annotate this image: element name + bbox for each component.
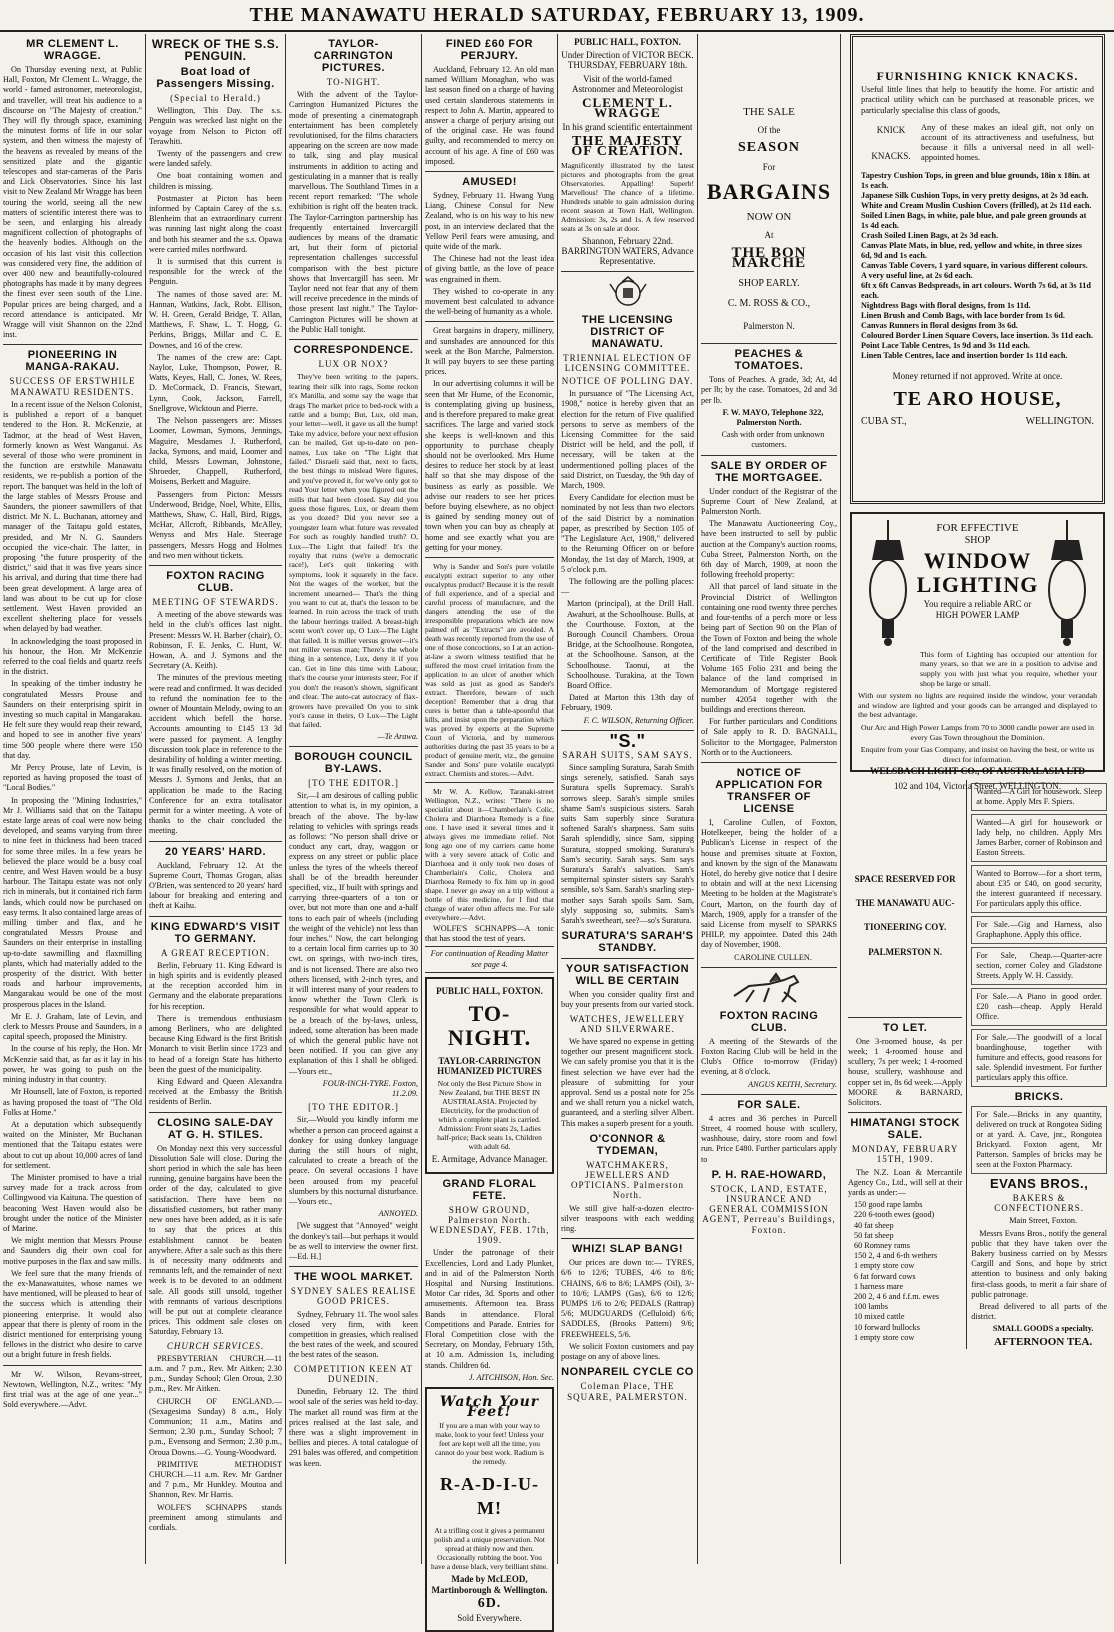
ad-paragraph: We solicit Foxton customers and pay postage on any of above lines. (561, 1341, 694, 1362)
welsbach-lighting-ad (850, 512, 1105, 791)
article-paragraph: Mr E. J. Graham, late of Levin, and clerk to Messrs Prouse and Saunders, in a capital speech, proposed the Ministry. (3, 1011, 142, 1042)
column-6 (698, 34, 840, 1564)
ad-paragraph: Messrs Evans Bros., notify the general public that they have taken over the Bakery business carried on by Messrs Cargill and Sons, and hope by strict attention to business and only baking first-class goods, to merit a fair share of public patronage. (971, 1228, 1107, 1299)
divider (425, 557, 554, 558)
article-heading: KING EDWARD'S VISIT TO GERMANY. (150, 920, 281, 945)
article-paragraph: Twenty of the passengers and crew were landed safely. (149, 149, 282, 169)
article-paragraph: PRESBYTERIAN CHURCH.—11 a.m. and 7 p.m., Rev. Mr Aitken; 2.30 p.m., Sunday School; Glen Oroua, 2.30 p.m., Rev. Mr Aitken. (149, 1353, 282, 1394)
stock-item: 50 fat sheep (854, 1230, 894, 1240)
ad-heading: PEACHES & TOMATOES. (734, 348, 804, 373)
ad-line: C. M. ROSS & CO., (727, 297, 811, 309)
column-5 (558, 34, 697, 1564)
column-7 (841, 34, 1114, 1564)
ad-paragraph: All that parcel of land situate in the Provincial District of Wellington containing one rood twenty three perches and four-tenths of a perch more or less being part of Section 90 on the Plan of the Town of Foxton and being the whole of the land comprised and described in Certificate of Title Register Book Volume 165 Folio 231 and being the balance of the land comprised in Memorandum of Mortgage registered number 42054 together with the buildings and erections thereon. (701, 582, 837, 714)
ad-line: THE MANAWATU AUC- (855, 898, 955, 909)
ad-body: Useful little lines that help to beautify the home. For artistic and practical utility which can be purchased at reasonable prices, we particularly specialise this class of goods, (861, 85, 1094, 115)
ad-body: Not only the Best Picture Show in New Zealand, but THE BEST IN AUSTRALASIA. Projected by Electricity, for the production of which a complete plant is carried. Admission: Front seats 2s, Ladies half-price; Back seats 1s, Children with adult 6d. (437, 1079, 542, 1152)
divider (289, 746, 418, 747)
bottom-row (844, 780, 1111, 1349)
notice-paragraph: Every Candidate for election must be nominated by not less than two electors of the said District by a nomination paper, as prescribed by Section 105 of "The Legislature Act, 1908," delivered to the Returning Officer on or before Monday, the 1st day of March, 1909, at 5 o'clock p.m. (561, 493, 694, 574)
column-1 (0, 34, 145, 1564)
editor-note: [We suggest that "Annoyed" weight the donkey's tail—but perhaps it would be as well to interview the owner first.—Ed. H.] (289, 1221, 418, 1262)
ad-paragraph: The N.Z. Loan & Mercantile Agency Co., Ltd., will sell at their yards as under:— (848, 1167, 963, 1198)
article-paragraph: There is tremendous enthusiasm among Berliners, who are delighted because King Edward is the first British Monarch to visit Berlin since 1723 and to head of a foreign State has hitherto been the guest of the municipality. (149, 1013, 282, 1074)
stock-item: 6 fat forward cows (854, 1271, 916, 1281)
article-paragraph: The names of those saved are: M. Hannan, Watkins, Jack, Robt. Ellison, W. H. Green, Gerald Bridge, T. Allan, Matthews, F. Shaw, L. T. Hogg, G. Perkins, Briggs, Millar and C. E. Downes, and 16 of the crew. (149, 289, 282, 350)
ad-heading: SALE BY ORDER OF THE MORTGAGEE. (710, 459, 828, 484)
ad-line: PALMERSTON N. (868, 946, 942, 957)
notice-paragraph: The following are the polling places:— (561, 576, 694, 597)
article-paragraph: In acknowledging the toast proposed in his honour, the Hon. Mr McKenzie referred to the coal fields and quartz reefs in the district. (3, 636, 142, 677)
article-subheading: LUX OR NOX? (318, 359, 389, 370)
article-paragraph: Wellington, This Day. The s.s. Penguin was wrecked last night on the voyage from Nelson to Picton off Terawhiti. (149, 106, 282, 146)
article-subheading: TO-NIGHT. (326, 77, 381, 87)
article-heading: 20 YEARS' HARD. (165, 845, 266, 858)
bon-marche-ad (701, 34, 837, 331)
ad-subheading: MONDAY, FEBRUARY 15TH, 1909. (851, 1144, 959, 1165)
radium-ad (425, 1387, 554, 1632)
ad-heading: YOUR SATISFACTION WILL BE CERTAIN (565, 963, 690, 988)
ad-address: CUBA ST., (861, 415, 907, 427)
notice-subheading: NOTICE OF POLLING DAY. (561, 376, 694, 387)
ad-address: Main Street, Foxton. (1009, 1216, 1077, 1226)
ad-line: TIONEERING COY. (864, 922, 947, 933)
continuation-note: For continuation of Reading Matter see page 4. (425, 946, 554, 972)
ad-paragraph: Since sampling Suratura, Sarah Smith sings serenely, satisfied. Sarah says Suratura spells Supremacy. Sarah's sorrows sleep. Sarah's simple smiles shame Sam's suspicious sisters. Sarah suits Sam superbly since Suratura softened Sarah's sharpness. Sam suits Sarah splendidly, since Sam, sipping Suratura, stopped smoking. Suratura's Sam's security. Sarah says. Sam says Suratura's Sarah's salvation. Sam's sempiternal spinster sisters say Sarah's sensible, so's Sam. Sarah's snarling step-mother says Sarah spoils Sam. Sam, slyly supposing so, submits. Sam's Sarah's sweetheart, see?—so's Suratura. (561, 762, 694, 925)
arc-lamp-icon (858, 520, 918, 650)
article-subheading: [TO THE EDITOR.] (308, 1102, 399, 1113)
article-heading: MR CLEMENT L. WRAGGE. (26, 38, 119, 62)
article-paragraph: The Minister promised to have a trial survey made for a track across from Collingwood via Kaituna. The question of beaconing West Haven would also be brought under the notice of the Minister of Marine. (3, 1172, 142, 1233)
ad-paragraph: When you consider quality first and buy your presents from our varied stock. (561, 990, 695, 1010)
ad-signature: F. W. MAYO, Telephone 322, Palmerston North. (722, 407, 824, 428)
article-paragraph: Mr Percy Prouse, late of Levin, is reported as having proposed the toast of "Local Bodies." (3, 763, 142, 793)
ad-venue: PUBLIC HALL, FOXTON. (436, 985, 543, 996)
divider (289, 339, 418, 340)
column-2 (146, 34, 285, 1564)
signature: J. AITCHISON, Hon. Sec. (468, 1372, 554, 1382)
article-subheading: MEETING OF STEWARDS. (152, 596, 279, 607)
divider (848, 1112, 962, 1113)
article-heading: CLOSING SALE-DAY AT G. H. STILES. (157, 1116, 274, 1141)
advertisement-paragraph: WOLFE'S SCHNAPPS—A tonic that has stood the test of years. (425, 923, 554, 944)
stock-list (848, 1200, 962, 1343)
ad-heading: P. H. RAE-HOWARD, (711, 1168, 827, 1181)
poem: They've been writing to the papers, tearing their silk into rags, Some reckon it's Manilla, and some say the wage that drags The market price to bed-rock with a rattle and a bump; But, Lux, old man, your letter—well, it gave us all the hump! Take my advice, before your next effusion can be mailed, Get up-to-date on pen-names, Lux take on "The Light that failed." Disraeli said that, next to facts, the best things to mislead Were figures, and you've proved it, for we've only got to read Your letter when you figured out the mills that had been closed. Say did you guess those figures, Lux, or dream them as you dozed? Did you never see a youngster learn what future was revealed For such as roughly handled truth? O, Lux—The Light that failed! It's the royalty that ruins (we're a democratic race!), Let's quit tinkering with symptoms, look it squarely in the face. Not the wages of the worker, but the increment unearned— That's the thing you want to cut at, that's the lesson to be learned. In ruin across the track of truth the labour herrings trailed. A breast-high scent won't cover up, O Lux—The Light that failed. It is miller versus grower—it's not miller versus man; There's the whole thing in a sentence, Lux, deny it if you can. Get in line this time with Labour, that's the course your interests steer, For if you don't the reason's shown, significant and clear. The auto-cat autocracy of flax-growers have prevailed On you to sink you's cause in theirs, O Lux—The Light that failed. (289, 372, 418, 730)
article-heading: Boat load of Passengers Missing. (156, 66, 275, 90)
notice-heading: NOTICE OF APPLICATION FOR TRANSFER OF LICENSE (715, 766, 823, 815)
article-paragraph: Under the patronage of their Excellencies, Lord and Lady Plunket, and in aid of the Palmerston North Hospital and Nursing Institutions. Motor Car rides, 3d. Sports and other amusements. Afternoon tea. Brass Bands in attendance. Floral Competitions and Parade. Entries for Floral Competition close with the Secretary, on Monday, February 15th, at 10 a.m. Admission 1s, including stands. Children 6d. (425, 1248, 554, 1370)
ad-subheading: WATCHES, JEWELLERY AND SILVERWARE. (569, 1013, 686, 1034)
signature: CAROLINE CULLEN. (734, 952, 812, 962)
ad-item: Nightdress Bags with floral designs, from 1s 11d. (861, 300, 1031, 310)
signature: FOUR-INCH-TYRE. Foxton, 11.2.09. (322, 1078, 418, 1099)
ad-address: 102 and 104, Victoria Street, WELLINGTON. (894, 780, 1061, 791)
ad-address: WELLINGTON. (1025, 415, 1094, 427)
ad-company: WELSBACH LIGHT CO., OF AUSTRALASIA LTD (869, 767, 1086, 778)
divider (149, 841, 282, 842)
ad-title: THE MAJESTY OF CREATION. (571, 133, 684, 159)
taylor-carrington-ad (425, 977, 554, 1174)
stock-item: 10 mixed cattle (854, 1312, 905, 1322)
article-paragraph: CHURCH OF ENGLAND.—(Sexagesima Sunday) 8 a.m., Holy Communion; 11 a.m., Matins and Sermon; 2.30 p.m., Sunday School; 7 p.m., Evensong and Sermon; 2.30 p.m., Oroua Downs.—G. Young-Woodward. (149, 1396, 282, 1457)
article-paragraph: PRIMITIVE METHODIST CHURCH.—11 a.m. Rev. Mr Gardner and 7 p.m., Mr Hunkley. Moutoa and Shannon, Rev. Mr Harris. (149, 1459, 282, 1500)
article-paragraph: Mr Hounsell, late of Foxton, is reported as having proposed the toast of "The Old Folks at Home." (3, 1087, 142, 1117)
stock-item: 1 harness mare (854, 1281, 904, 1291)
ad-subheading: Coleman Place, THE SQUARE, PALMERSTON. (567, 1381, 688, 1402)
article-paragraph: Passengers from Picton: Messrs Underwood, Bridge, Noel, White, Ellis, Matthews, Shaw, C. Hall, Bird, Riggs, McHar, Allcroft, Ribbands, McAlley, Wenyss and Mrs Hale. Steerage passengers, Messrs Hogg and Holmes and two men without tickets. (149, 489, 282, 560)
ad-knick: KNICK (876, 125, 906, 136)
ad-paragraph: Cash with order from unknown customers. (721, 430, 825, 450)
stock-item: 10 forward bullocks (854, 1322, 920, 1332)
article-paragraph: The names of the crew are: Capt. Naylor, Luke, Thompson, Power, R. Watts, Keyes, Hall, C. Jones, W. Rees, D. McCormack, D. Francis, Stewart, Lynn, Cook, Jackson, Farrell, Snellgrove, Wicktoun and Pierre. (149, 352, 282, 413)
ad-line: SHOP (964, 535, 991, 547)
stock-item: 60 Romney rams (854, 1241, 910, 1251)
te-aro-house-ad (850, 34, 1105, 504)
signature: ANGUS KEITH, Secretary. (748, 1079, 837, 1089)
ad-heading: SURATURA'S SARAH'S STANDBY. (561, 930, 694, 955)
ad-heading: O'CONNOR & TYDEMAN, (589, 1132, 666, 1157)
article-paragraph: In a recent issue of the Nelson Colonist, is published a report of a banquet tendered to the Hon. R. McKenzie, at Tadmor, at the head of West Haven, formerly known as West Wanganui. As several of those who were prominent in the function are erstwhile Manawatu residents, we re-publish a portion of the report. The banquet was held in the loft of the large stables of Messrs Prouse and Saunders, the pioneer sawmillers of that district. Mr N. L. Buchanan, attorney and manager of the Taitapu gold estates, presided, and Mr N. G. Saunders occupied the vice-chair. The latter, in proposing "the future prosperity of the district," said that it was five years since his arrival, and during that time there had been great development. A large area of land was about to be cut up for close settlement. West Haven provided an excellent sheltering place for vessels when delayed by bad weather. (3, 399, 142, 634)
article-heading: TAYLOR-CARRINGTON PICTURES. (313, 38, 394, 74)
ad-body: Magnificently illustrated by the latest pictures and photographs from the great Observatories. Appalling! Superb! Marvellous! The chance of a lifetime. Hundreds unable to gain admission during recent season at Town Hall, Wellington. Admission: 3s, 2s and 1s. A few reserved seats at 3s on sale at door. (561, 161, 694, 234)
article-subheading: COMPETITION KEEN AT DUNEDIN. (294, 1363, 413, 1384)
advertisement-paragraph: Mr W. A. Kellow, Taranaki-street Wellington, N.Z., writes: "There is no specialist about it—Chamberlain's Colic, Cholera and Diarrhoea Remedy is a fine one. I have used it several times and it always gives me immediate relief. Not long ago one of my carriers came home with a very severe attack of Colic and Diarrhoea and it only took two doses of Chamberlain's Colic, Cholera and Diarrhoea Remedy to fix him up in good shape. I never go away on a trip without a bottle of this medicine, for I find that change of water often affects me. For sale everywhere.—Advt. (425, 786, 554, 922)
ad-body: Enquire from your Gas Company, and insist on having the best, or write us direct for information. (860, 745, 1095, 764)
ad-paragraph: We have spared no expense in getting together our present magnificent stock. We can safely promise you that it is the finest selection we have ever had the pleasure of submitting for your approval. Send us a postal note for 25s and we shall return you a nickel watch, guaranteed, and a sterling silver Albert. This makes a superb present for a youth. (561, 1037, 694, 1128)
arc-lamp-icon (1037, 520, 1097, 650)
article-paragraph: On Monday next this very successful Dissolution Sale will close. During the short period in which the sale has been running, genuine bargains have been the order of the day, calculated to give satisfaction. There have been no dissatisfied customers, but rather many new ones have been added, as it is safe to say that the prices at this establishment cannot be beaten anywhere. After a sale such as this there is of necessity many oddments and remnants left, and the remainder of next week is to be devoted to an oddment sale. All goods still unsold, together with remnants of various descriptions will be put out at complete clearance prices. This oddment sale closes on Saturday, February 13. (149, 1143, 282, 1337)
article-paragraph: In our advertising columns it will be seen that Mr Hume, of the Economic, is contemplating giving up business, and is therefore prepared to make great sacrifices. The large and varied stock she keeps is well-known and this opportunity to purchase cheaply should not be overlooked. Mrs Hume desires to reduce her stock by at least half so that she may dispose of the business as early as possible. We advise our readers to see her prices before buying elsewhere, as no object is gained by sending money out of town when you can buy as cheaply at home and see exactly what you are getting for your money. (425, 379, 554, 552)
article-subheading: [TO THE EDITOR.] (308, 777, 399, 788)
divider (561, 1238, 694, 1239)
notice-heading: FOXTON RACING CLUB. (719, 1009, 819, 1034)
stock-item: 100 lambs (854, 1302, 888, 1312)
ad-item: Point Lace Table Centres, 1s 9d and 3s 11d each. (861, 340, 1030, 350)
right-subcolumn (967, 780, 1111, 1349)
signature: F. C. WILSON, Returning Officer. (583, 715, 694, 725)
ad-paragraph: Our prices are down to:— TYRES, 6/6 to 12/6; TUBES, 4/6 to 8/6; CHAINS, 6/6 to 8/6; LAMPS (Oil), 3/- to 10/6; LAMPS (Gas), 6/6 to 12/6; PUMPS 1/6 to 2/6; PEDALS (Rattrap) 5/6; MUDGUARDS (Celluloid) 6/6; SADDLES, (Brooks Pattern) 9/6; FREEWHEELS, 5/6. (561, 1258, 694, 1339)
ad-store-name: TE ARO HOUSE, (893, 387, 1062, 410)
coat-of-arms-icon (608, 276, 648, 310)
article-heading: THE WOOL MARKET. (293, 1271, 413, 1284)
divider (848, 1017, 962, 1018)
ad-name: CLEMENT L. WRAGGE (582, 95, 673, 121)
notice-paragraph: A meeting of the Stewards of the Foxton Racing Club will be held in the Club's Office to-morrow (Friday) evening, at 8 o'clock. (701, 1036, 837, 1077)
ad-item: White and Cream Muslin Cushion Covers (frilled), at 2s 11d each. (861, 200, 1092, 210)
polling-places: Marton (principal), at the Drill Hall. Awahuri, at the Schoolhouse. Bulls, at the Courthouse. Foxton, at the Borough Council Chambers. Oroua Bridge, at the Schoolhouse. Rongotea, at the Schoolhouse. Sanson, at the Schoolhouse. Taonui, at the Schoolhouse. Turakina, at the Town Board Office. (567, 599, 694, 690)
ad-body: This form of Lighting has occupied our attention for many years, so that we are in a position to advise and supply you with just what you require, whether your shop be large or small. (920, 649, 1097, 688)
divider (701, 343, 837, 344)
ad-title: Watch Your Feet! (439, 1394, 540, 1421)
ad-item: Canvas Table Covers, 1 yard square, in various different colours. A very useful line, at 2s 6d each. (861, 260, 1088, 280)
ad-item: Linen Brush and Comb Bags, with lace border from 1s 6d. (861, 310, 1065, 320)
ad-heading: "S." (609, 730, 646, 751)
article-subheading: SUCCESS OF ERSTWHILE MANAWATU RESIDENTS. (9, 376, 136, 397)
article-paragraph: At a deputation which subsequently waited on the Minister, Mr Buchanan mentioned that the Taitapu estates were about to cut up about 10,000 acres of land for settlement. (3, 1119, 142, 1170)
ad-item: Linen Table Centres, lace and insertion border 1s 11d each. (861, 350, 1068, 360)
ad-title: TAYLOR-CARRINGTON HUMANIZED PICTURES (437, 1055, 542, 1077)
ad-line: SEASON (737, 140, 801, 156)
article-heading: WRECK OF THE S.S. PENGUIN. (151, 37, 280, 63)
divider (149, 916, 282, 917)
ad-line: SPACE RESERVED FOR (854, 874, 956, 884)
ad-line: For (762, 161, 776, 172)
ad-body: At a trifling cost it gives a permanent polish and a unique preservation. Not spread at thinly now and then. Occasionally rubbing the boot. You have a dense black, very brilliant shine. (431, 1526, 548, 1572)
stock-item: 220 6-tooth ewes (good) (854, 1210, 935, 1220)
ad-line: You require a reliable ARC or HIGH POWER LAMP (923, 599, 1032, 620)
ad-subheading: WATCHMAKERS, JEWELLERS AND OPTICIANS. Palmerston North. (571, 1159, 684, 1201)
article-heading: FOXTON RACING CLUB. (166, 569, 265, 594)
classified-ad: For Sale.—The goodwill of a local boardinghouse, together with furniture and effects, good reasons for sale. Splendid investment. For further particulars apply this office. (971, 1029, 1107, 1087)
ad-paragraph: Under conduct of the Registrar of the Supreme Court of New Zealand, at Palmerston North. (701, 486, 837, 517)
divider (149, 565, 282, 566)
ad-sub: In his grand scientific entertainment (562, 122, 693, 133)
divider (425, 782, 554, 783)
article-paragraph: Dunedin, February 12. The third wool sale of the series was held to-day. The market all round was firm at the prices realised at the last sale, and there was a slight improvement in bellies and pieces. A total catalogue of 291 bales was offered, and competition was keen. (289, 1387, 418, 1468)
ad-venue: PUBLIC HALL, FOXTON. (574, 37, 681, 47)
ad-heading: TO LET. (883, 1021, 928, 1034)
divider (701, 455, 837, 456)
ad-item: Crash Soiled Linen Bags, at 2s 3d each. (861, 230, 999, 240)
article-paragraph: Sydney, February 11. Hwang Yung Liang, Chinese Consul for New Zealand, who is on his way to his new post, in an interview declared that the Yellow Peril fears were amusing, and quite wide of the mark. (425, 191, 554, 252)
ad-headline: BARGAINS (706, 178, 832, 204)
ad-body: Our Arc and High Power Lamps from 70 to 3000 candle power are used in every Gas Town throughout the Dominion. (861, 722, 1094, 742)
stock-item: 1 empty store cow (854, 1261, 915, 1271)
divider (289, 1266, 418, 1267)
ad-heading: BRICKS. (1014, 1091, 1064, 1103)
ad-item-list (861, 171, 1094, 361)
ad-line: SHOP EARLY. (738, 277, 800, 289)
stock-item: 200 2, 4 6 and f.f.m. ewes (854, 1292, 940, 1302)
article-paragraph: Great bargains in drapery, millinery, and sunshades are announced for this week at the Bon Marche, Palmerston. It will pay buyers to see these parting prices. (425, 326, 554, 377)
ad-signature: Shannon, February 22nd. BARRINGTON WATERS, Advance Representative. (561, 236, 694, 267)
ad-line: AFTERNOON TEA. (994, 1335, 1093, 1348)
classified-ad: For Sale, Cheap.—Quarter-acre section, corner Coley and Gladstone Streets. Apply W. H. Cassidy. (971, 947, 1107, 985)
article-subheading: (Special to Herald.) (170, 93, 261, 103)
article-paragraph: WOLFE'S SCHNAPPS stands preeminent among stimulants and cordials. (149, 1502, 282, 1532)
divider (3, 344, 142, 345)
article-heading: PIONEERING IN MANGA-RAKAU. (25, 349, 120, 374)
signature: —Te Arawa. (377, 731, 418, 741)
article-paragraph: The Nelson passengers are: Misses Loomer, Lowman, Symons, Jennings, Maguire, Mesdames J. Rutherford, Jacka, Symons, and maid, Loomer and child, Messrs Lowman, Johnstone, Shroeder, Chappell, Rutherford, Moisens, Berkett and Maguire. (149, 416, 282, 487)
divider (425, 321, 554, 322)
stock-item: 150 2, 4 and 6-th wethers (854, 1251, 938, 1261)
article-paragraph: Auckland, February 12. An old man named William Monaghan, who was last season fined on a charge of having used certain slanderous statements in respect to John A. Martin, appeared to answer a charge of perjury arising out of the original case. He was found guilty, and recommended to mercy on account of his age. A fine of £60 was imposed. (425, 65, 554, 166)
divider (425, 171, 554, 172)
ad-line: At (764, 230, 774, 241)
article-heading: GRAND FLORAL FETE. (442, 1177, 537, 1202)
article-heading: AMUSED! (462, 176, 517, 189)
ad-paragraph: Tons of Peaches. A grade, 3d; At, 4d per lb; by the case. Tomatoes, 2d and 3d per lb. (701, 375, 837, 405)
article-paragraph: With the advent of the Taylor-Carrington Humanized Pictures the mode of presenting a cinematograph entertainment has been completely revolutionised, for the films characters appearing on the screen are now made to talk, sing and play musical instruments in addition to acting and gesticulating in a manner that is really marvellous. The Southland Times in a recent report remarked: "The whole exhibition is right off the beaten track. The Taylor-Carrington partnership has frequently entertained Invercargill audiences by means of the dramatic art, but their form of pictorial representation challenges successful comparison with the best picture shows that Invercargill has seen. Mr Taylor need not fear that any of them will receive precedence in the minds of those present last night." The Taylor-Carrington Pictures will be shown at the Public Hall tonight. (289, 90, 418, 334)
ad-headline: R-A-D-I-U-M! (440, 1474, 539, 1519)
article-paragraph: The minutes of the previous meeting were read and confirmed. It was decided to refund the nomination fee to the owner of Mountain Melody, owing to an accident which befell the horse. Accounts amounting to £145 13 3d were passed for payment. A lengthy discussion took place in reference to the desirability of holding a winter meeting. It was finally resolved, on the motion of Messrs J. Symons and Jenks, that an application be made to the Racing Conference for an extra totalisator permit for a winter meeting. A vote of thanks to the chair concluded the meeting. (149, 673, 282, 836)
space-reserved-ad (848, 780, 962, 957)
article-paragraph: In speaking of the timber industry he congratulated Messrs Prouse and Saunders on their enterprising spirit in investing so much capital in Mangarakau. He felt sure they would reap their reward, and hoped to see in another five years' time 500 people where there were 150 that day. (3, 679, 142, 760)
advertisement-paragraph: Mr W. Wilson, Revans-street, Newtown, Wellington, N.Z., writes: "My first trial was at the age of one year..." Sold everywhere.—Advt. (3, 1369, 142, 1410)
ad-line: FOR EFFECTIVE (936, 522, 1019, 534)
wragge-ad (561, 37, 694, 267)
ad-line: Of the (757, 125, 781, 136)
notice-paragraph: In pursuance of "The Licensing Act, 1908," notice is hereby given that an election for the return of Five qualified persons to serve as members of the Licensing Committee for the said District will be held, and the poll, if necessary, will be taken at the undermentioned polling places of the said District, on Tuesday, the 9th day of March, 1909. (561, 389, 694, 491)
classified-ad: Wanted to Borrow—for a short term, about £35 or £40, on good security, the interest guaranteed if necessary. For particulars apply this office. (971, 865, 1107, 913)
divider (149, 1112, 282, 1113)
ad-subheading: STOCK, LAND, ESTATE, INSURANCE AND GENERAL COMMISSION AGENT, Perreau's Buildings, Foxton. (702, 1183, 836, 1235)
ad-paragraph: The Manawatu Auctioneering Coy., have been instructed to sell by public auction at the Company's auction rooms, Cuba Street, Palmerston North, on the 6th day of March, 1909, at noon the following freehold property: (701, 519, 837, 580)
ad-body: With our system no lights are required inside the window, your verandah and window are lighted and your goods can be arranged and displayed to the best advantage. (858, 691, 1097, 720)
article-paragraph: Sydney, February 11. The wool sales closed very firm, with keen competition in greasies, which realised the best rates of the week, and scoured the best rates of the season. (289, 1309, 418, 1360)
left-subcolumn (844, 780, 967, 1349)
article-paragraph: On Thursday evening next, at Public Hall, Foxton, Mr Clement L. Wragge, the world - famed astronomer, meteorologist, and traveller, will treat his audience to a discourse on "The Majesty of creation." They will fly through space, examining the minutest forms of life in our solar system, and then witness the majesty of the heavens as revealed by means of the sensitized plate and the gigantic telescopes and star-cameras of the Paris and Lick Observatories. Since his last visit to New Zealand Mr Wragge has been touring the world, seeing all the new matters of scientific interest there was to be seen, and enlarging his already magnificent collection of photographs of the heavenly bodies. Although on the occasion of his last visit this collection was considered very fine, the addition of over 400 new and beautifully-coloured photographs has made it by many degrees the finest ever seen south of the Line. Popular prices are being charged, and a record attendance is anticipated. Mr Wragge will visit Shannon on the 22nd inst. (3, 65, 142, 340)
classified-ad: Wanted—A girl for housework or lady help, no children. Apply Mrs James Barber, corner of Robinson and Easton Streets. (971, 814, 1107, 862)
classified-ad: For Sale.—Gig and Harness, also Graphaphone. Apply this office. (971, 916, 1107, 944)
article-paragraph: We feel sure that the many friends of the ex-Manawatuites, whose names we have mentioned, will be pleased to hear of the success which is attending their pioneering enterprise. It would also appear that there is plenty of room in the district mentioned for enterprising young fellows in the district who desire to carve out a bright future in fresh fields. (3, 1268, 142, 1360)
ad-heading: HIMATANGI STOCK SALE. (850, 1117, 960, 1142)
ad-paragraph: One 3-roomed house, 4s per week; 1 4-roomed house and scullery, 7s per week; 1 4-roomed house, scullery, washhouse and copper set in, 8s 6d week.—Apply MOORE & BARNARD, Solicitors. (848, 1036, 963, 1108)
article-subheading: SYDNEY SALES REALISE GOOD PRICES. (290, 1286, 417, 1307)
ad-store-name: THE BON MARCHE (731, 245, 807, 272)
article-paragraph: It is surmised that this current is responsible for the wreck of the Penguin. (149, 257, 282, 287)
advertisement-paragraph: Why is Sander and Son's pure volatile eucalypti extract superior to any other eucalyptus product? Because it is the result of full experience, and of a special and careful process of manufacture, and the dangers attending the use of the irresponsible preparations which are now palmed off as "Extracts" are avoided. A death was recently reported from the use of one of those concoctions, so I at an action-at-law a sworn witness testified that he suffered the most cruel irritation from the application to an ulcer of another which was sold as just as good as Sander's extract. Therefore, beware of such deception! Remember that a drug that cures is better than a table-spoonful that kills, and insist upon the preparation which was proved by experts at the Supreme Court of Victoria, and by numerous authorities during the past 35 years to be a product of genuine merit, viz., the genuine Sander and Sons' pure volatile eucalypti extract. Chemists and stores.—Advt. (425, 561, 554, 778)
ad-heading: FURNISHING KNICK KNACKS. (876, 69, 1079, 83)
ad-subheading: BAKERS & CONFECTIONERS. (994, 1193, 1084, 1214)
ad-intro: Visit of the world-famed Astronomer and Meteorologist (572, 73, 683, 94)
divider (561, 271, 694, 272)
signature: ANNOYED. (378, 1209, 418, 1219)
article-paragraph: King Edward and Queen Alexandra received at the Embassy the British residents of Berlin. (149, 1077, 282, 1107)
divider (561, 958, 694, 959)
classified-ad: For Sale.—Bricks in any quantity, delivered on truck at Rongotea Siding or at yard. A. Cave, jnr., Rongotea Brickyard. Foxton agent, Mr Patterson. Samples of bricks may be seen at the Foxton Pharmacy. (971, 1106, 1107, 1174)
divider (701, 762, 837, 763)
ad-maker: Made by McLEOD, Martinborough & Wellington. (431, 1574, 548, 1595)
divider (701, 1094, 837, 1095)
stock-item: 150 good rape lambs (854, 1200, 923, 1210)
ad-sold: Sold Everywhere. (457, 1613, 522, 1624)
ad-knacks: KNACKS. (871, 151, 911, 162)
ad-item: Tapestry Cushion Tops, in green and blue grounds, 18in x 18in. at 1s each. (861, 170, 1090, 190)
ad-line: Palmerston N. (743, 321, 795, 332)
ad-direction: Under Direction of VICTOR BECK. THURSDAY, FEBRUARY 18th. (561, 50, 694, 71)
ad-item: Coloured Border Linen Square Covers, lace insertion. 3s 11d each. (861, 330, 1093, 340)
letter-paragraph: Sir,—Would you kindly inform me whether a person can proceed against a donkey for using donkey language during the still hours of night, calculated to create a breach of the peace. On several occasions I have been aroused from my peaceful slumbers by this nocturnal disturbance.—Yours etc., (289, 1115, 418, 1207)
ad-price: 6D. (477, 1595, 502, 1611)
ad-heading: FOR SALE. (737, 1098, 801, 1111)
column-4 (422, 34, 557, 1624)
racehorse-icon (724, 972, 814, 1006)
notice-heading: THE LICENSING DISTRICT OF MANAWATU. (581, 313, 674, 350)
ad-item: Soiled Linen Bags, in white, pale blue, and pale green grounds at 1s 4d each. (861, 210, 1087, 230)
knick-knacks-row (861, 120, 1094, 167)
notice-paragraph: Dated at Marton this 13th day of February, 1909. (561, 693, 694, 713)
article-heading: FINED £60 FOR PERJURY. (445, 38, 534, 62)
ad-headline: LIGHTING (916, 572, 1039, 598)
article-paragraph: In the course of his reply, the Hon. Mr McKenzie said that, as far as it lay in his power, he was going to push on the mining industry in that country. (3, 1044, 142, 1085)
ad-body: If you are a man with your way to make, look to your feet! Unless your feet are kept well all the time, you cannot do your best work. Radium is the remedy. (435, 1421, 544, 1467)
column-3 (286, 34, 421, 1564)
divider (3, 1365, 142, 1366)
classified-ad: For Sale.—A Piano in good order. £20 cash—cheap. Apply Herald Office. (971, 988, 1107, 1026)
article-paragraph: We might mention that Messrs Prouse and Saunders dig their own coal for motive purposes in the flax and saw mills. (3, 1236, 142, 1266)
article-subheading: A GREAT RECEPTION. (160, 947, 271, 958)
letter-paragraph: Sir,—I am desirous of calling public attention to what is, in my opinion, a breach of the above. The by-law relating to vehicles with springs reads as follows: "No person shall drive or conduct any cart, dray, waggon or express on any street or public place unless the tyres of the wheels thereof shall be of the breadth hereunder specified, viz., If built with springs and carrying three-quarters of a ton or over, but not more than one and a-half tons to each pair of wheels (including the weight of the vehicle) not less than four inches." Now, the cart belonging to a certain local firm carries up to 30 cwt. on springs, with two-inch tires, and is not licensed. There are also two others licensed, with 2-inch tyres, and it will interest many of your readers to know whether the Town Clerk is responsible for what would appear to be a breach of the by-laws, unless, indeed, some alteration has been made of which the general public have not been notified. If you can give any explanation of this I shall be obliged.—Yours etc., (289, 791, 418, 1076)
ad-paragraph: For further particulars and Conditions of Sale apply to R. D. BAGNALL, Solicitor to the Mortgagee, Palmerston North or to the Auctioneers. (701, 717, 837, 757)
ad-item: Canvas Runners in floral designs from 3s 6d. (861, 320, 1018, 330)
ad-subheading: SARAH SUITS, SAM SAYS. (562, 749, 693, 760)
divider (701, 967, 837, 968)
article-heading: BOROUGH COUNCIL BY-LAWS. (294, 750, 413, 775)
article-paragraph: In proposing the "Mining Industries," Mr J. Williams said that on the Taitapu estate large areas of coal were now being developed, and seams varying from three to nine feet in thickness had been traced for some three miles. In a few years he believed the place would be a busy coal centre, and West Haven would be a busy harbour. The Taitapu estate was not only rich in minerals, but it contained rich farm lands, which could now be purchased on easy terms. It also contained large areas of milling timber and flax, and he congratulated Messrs Prouse and Saunders on their enterprise in installing up-to-date sawmilling and flaxmilling plants, which had materially added to the prosperity of the district. With better roads and harbour improvements, Mangarakau would be one of the most prosperous places in the Island. (3, 795, 142, 1009)
ad-signature: E. Armitage, Advance Manager. (431, 1154, 548, 1165)
article-paragraph: One boat containing women and children is missing. (149, 171, 282, 191)
ad-line: NOW ON (746, 210, 792, 223)
article-paragraph: The Chinese had not the least idea of giving battle, as the love of peace was engrained in them. (425, 254, 554, 284)
ad-line: THE SALE (743, 106, 795, 118)
article-subheading: CHURCH SERVICES. (166, 1340, 265, 1351)
article-heading: CORRESPONDENCE. (293, 344, 414, 357)
ad-body: Any of these makes an ideal gift, not only on account of its attractiveness and usefulness, but because it fills a universal need in all well-appointed homes. (921, 122, 1094, 163)
notice-paragraph: I, Caroline Cullen, of Foxton, Hotelkeeper, being the holder of a Publican's License in respect of the house and premises situate at Foxton, and known by the sign of the Manawatu Hotel, do hereby give notice that I desire to obtain and will at the next Licensing Meeting to be holden at the Magistrate's Court, Marton, on the fourth day of March, 1909, apply for a transfer of the said License from myself to SPARKS PHILP, my appointee. Dated this 24th day of November, 1908. (701, 817, 837, 950)
article-paragraph: They wished to co-operate in any movement best calculated to advance the well-being of humanity as a whole. (425, 286, 554, 317)
ad-paragraph: We still give half-a-dozen electro-silver teaspoons with each wedding ring. (561, 1203, 694, 1234)
article-paragraph: A meeting of the above stewards was held in the club's offices last night. Present: Messrs W. H. Barber (chair), O. Robinson, F. E. Jenks, C. Hunt, W. Howan, A. and J. Symons and the Secretary (A. Keith). (149, 610, 282, 671)
article-paragraph: Berlin, February 11. King Edward is in high spirits and is evidently pleased at the reception accorded him in Germany and the elaborate preparations for his reception. (149, 960, 282, 1011)
article-paragraph: Postmaster at Picton has been informed by Captain Carey of the s.s. Blenheim that an extraordinary current was running last night along the coast and both his steamer and the s.s. Opawa were carried miles northward. (149, 193, 282, 254)
ad-item: 6ft x 6ft Canvas Bedspreads, in art colours. Worth 7s 6d, at 3s 11d each. (861, 280, 1091, 300)
ad-headline: WINDOW (923, 548, 1032, 574)
ad-heading: EVANS BROS., (990, 1176, 1089, 1191)
ad-paragraph: Bread delivered to all parts of the district. (971, 1302, 1107, 1322)
stock-item: 40 fat sheep (854, 1220, 894, 1230)
ad-headline: TO-NIGHT. (447, 1000, 532, 1050)
ad-item: Canvas Plate Mats, in blue, red, yellow and white, in three sizes 6d, 9d and 1s each. (861, 240, 1082, 260)
ad-paragraph: 4 acres and 36 perches in Purcell Street, 4 roomed house with scullery, washhouse, dairy, store room and fowl run. Price £480. Further particulars apply to (701, 1113, 837, 1164)
article-paragraph: Auckland, February 12. At the Supreme Court, Thomas Grogan, alias O'Brien, was sentenced to 20 years' hard labour for breaking and entering and theft at Kaihu. (149, 860, 282, 911)
ad-line: SMALL GOODS a specialty. (992, 1324, 1094, 1334)
classified-ad: Wanted—A Girl for housework. Sleep at home. Apply Mrs F. Spiers. (971, 783, 1107, 811)
ad-item: Japanese Silk Cushion Tops, in very pretty designs, at 2s 3d each. (861, 190, 1089, 200)
ad-heading: WHIZ! SLAP BANG! (571, 1243, 684, 1256)
ad-footer: Money returned if not approved. Write at once. (892, 370, 1063, 381)
notice-subheading: TRIENNIAL ELECTION OF LICENSING COMMITTEE. (563, 352, 692, 373)
stock-item: 1 empty store cow (854, 1332, 915, 1342)
article-subheading: SHOW GROUND, Palmerston North. WEDNESDAY, FEB. 17th, 1909. (429, 1204, 550, 1246)
ad-heading: NONPAREIL CYCLE CO (561, 1366, 694, 1379)
masthead: THE MANAWATU HERALD SATURDAY, FEBRUARY 13, 1909. (0, 4, 1114, 32)
